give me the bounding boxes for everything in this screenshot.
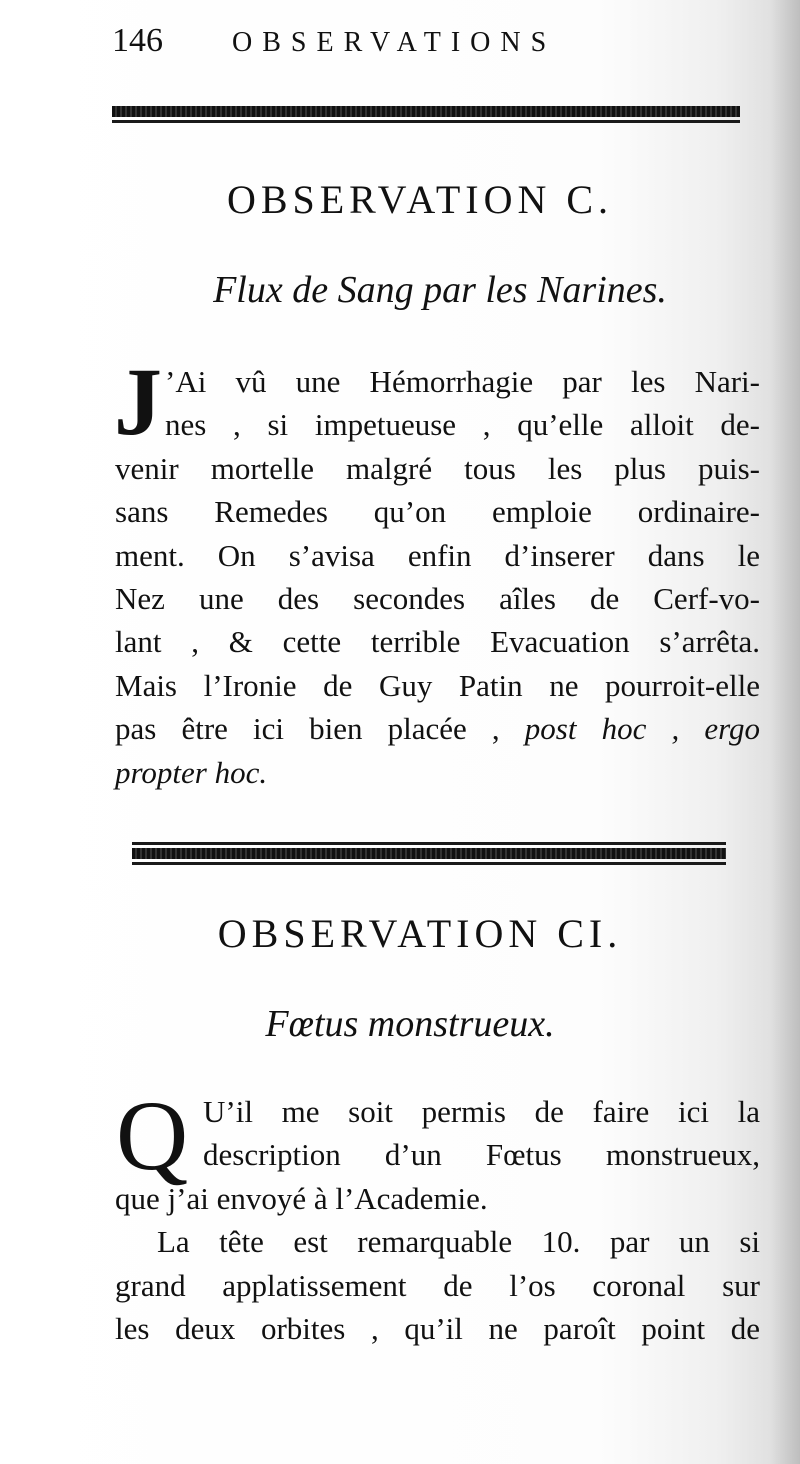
observation-title: OBSERVATION CI. [217,911,623,956]
running-title: OBSERVATIONS [232,27,557,58]
text-line: sans Remedes qu’on emploie ordinaire- [115,494,760,530]
text-line: U’il me soit permis de faire ici la [203,1094,760,1129]
drop-cap: Q [116,1080,189,1191]
text-line: nes , si impetueuse , qu’elle alloit de- [165,407,760,443]
running-head [112,22,752,66]
text-line: lant , & cette terrible Evacuation s’arrêta. [115,624,760,660]
text-line: venir mortelle malgré tous les plus puis- [115,450,760,486]
page-edge-shadow [770,0,800,1464]
text-fragment: pas être ici bien placée , [115,711,500,747]
italic-phrase: post hoc , ergo [524,711,761,747]
observation-subtitle: Fœtus monstrueux. [265,1003,555,1045]
text-line: description d’un Fœtus monstrueux, [203,1137,760,1173]
observation-body [115,360,760,794]
text-line: les deux orbites , qu’il ne paroît point de [115,1310,760,1346]
drop-cap: J [114,348,162,455]
observation-subtitle: Flux de Sang par les Narines. [213,269,667,311]
page-number: 146 [112,22,163,59]
text-line: que j’ai envoyé à l’Academie. [115,1180,488,1216]
text-line: Mais l’Ironie de Guy Patin ne pourroit-elle [115,667,760,703]
italic-line: propter hoc. [115,754,268,790]
text-line: Nez une des secondes aîles de Cerf-vo- [115,580,760,616]
text-line-mixed [115,707,760,750]
text-line: grand applatissement de l’os coronal sur [115,1267,760,1303]
observation-body [115,1090,760,1350]
text-line: ’Ai vû une Hémorrhagie par les Nari- [165,364,760,399]
observation-title: OBSERVATION C. [226,177,614,222]
text-line: La tête est remarquable 10. par un si [157,1224,760,1260]
text-line: ment. On s’avisa enfin d’inserer dans le [115,537,760,573]
